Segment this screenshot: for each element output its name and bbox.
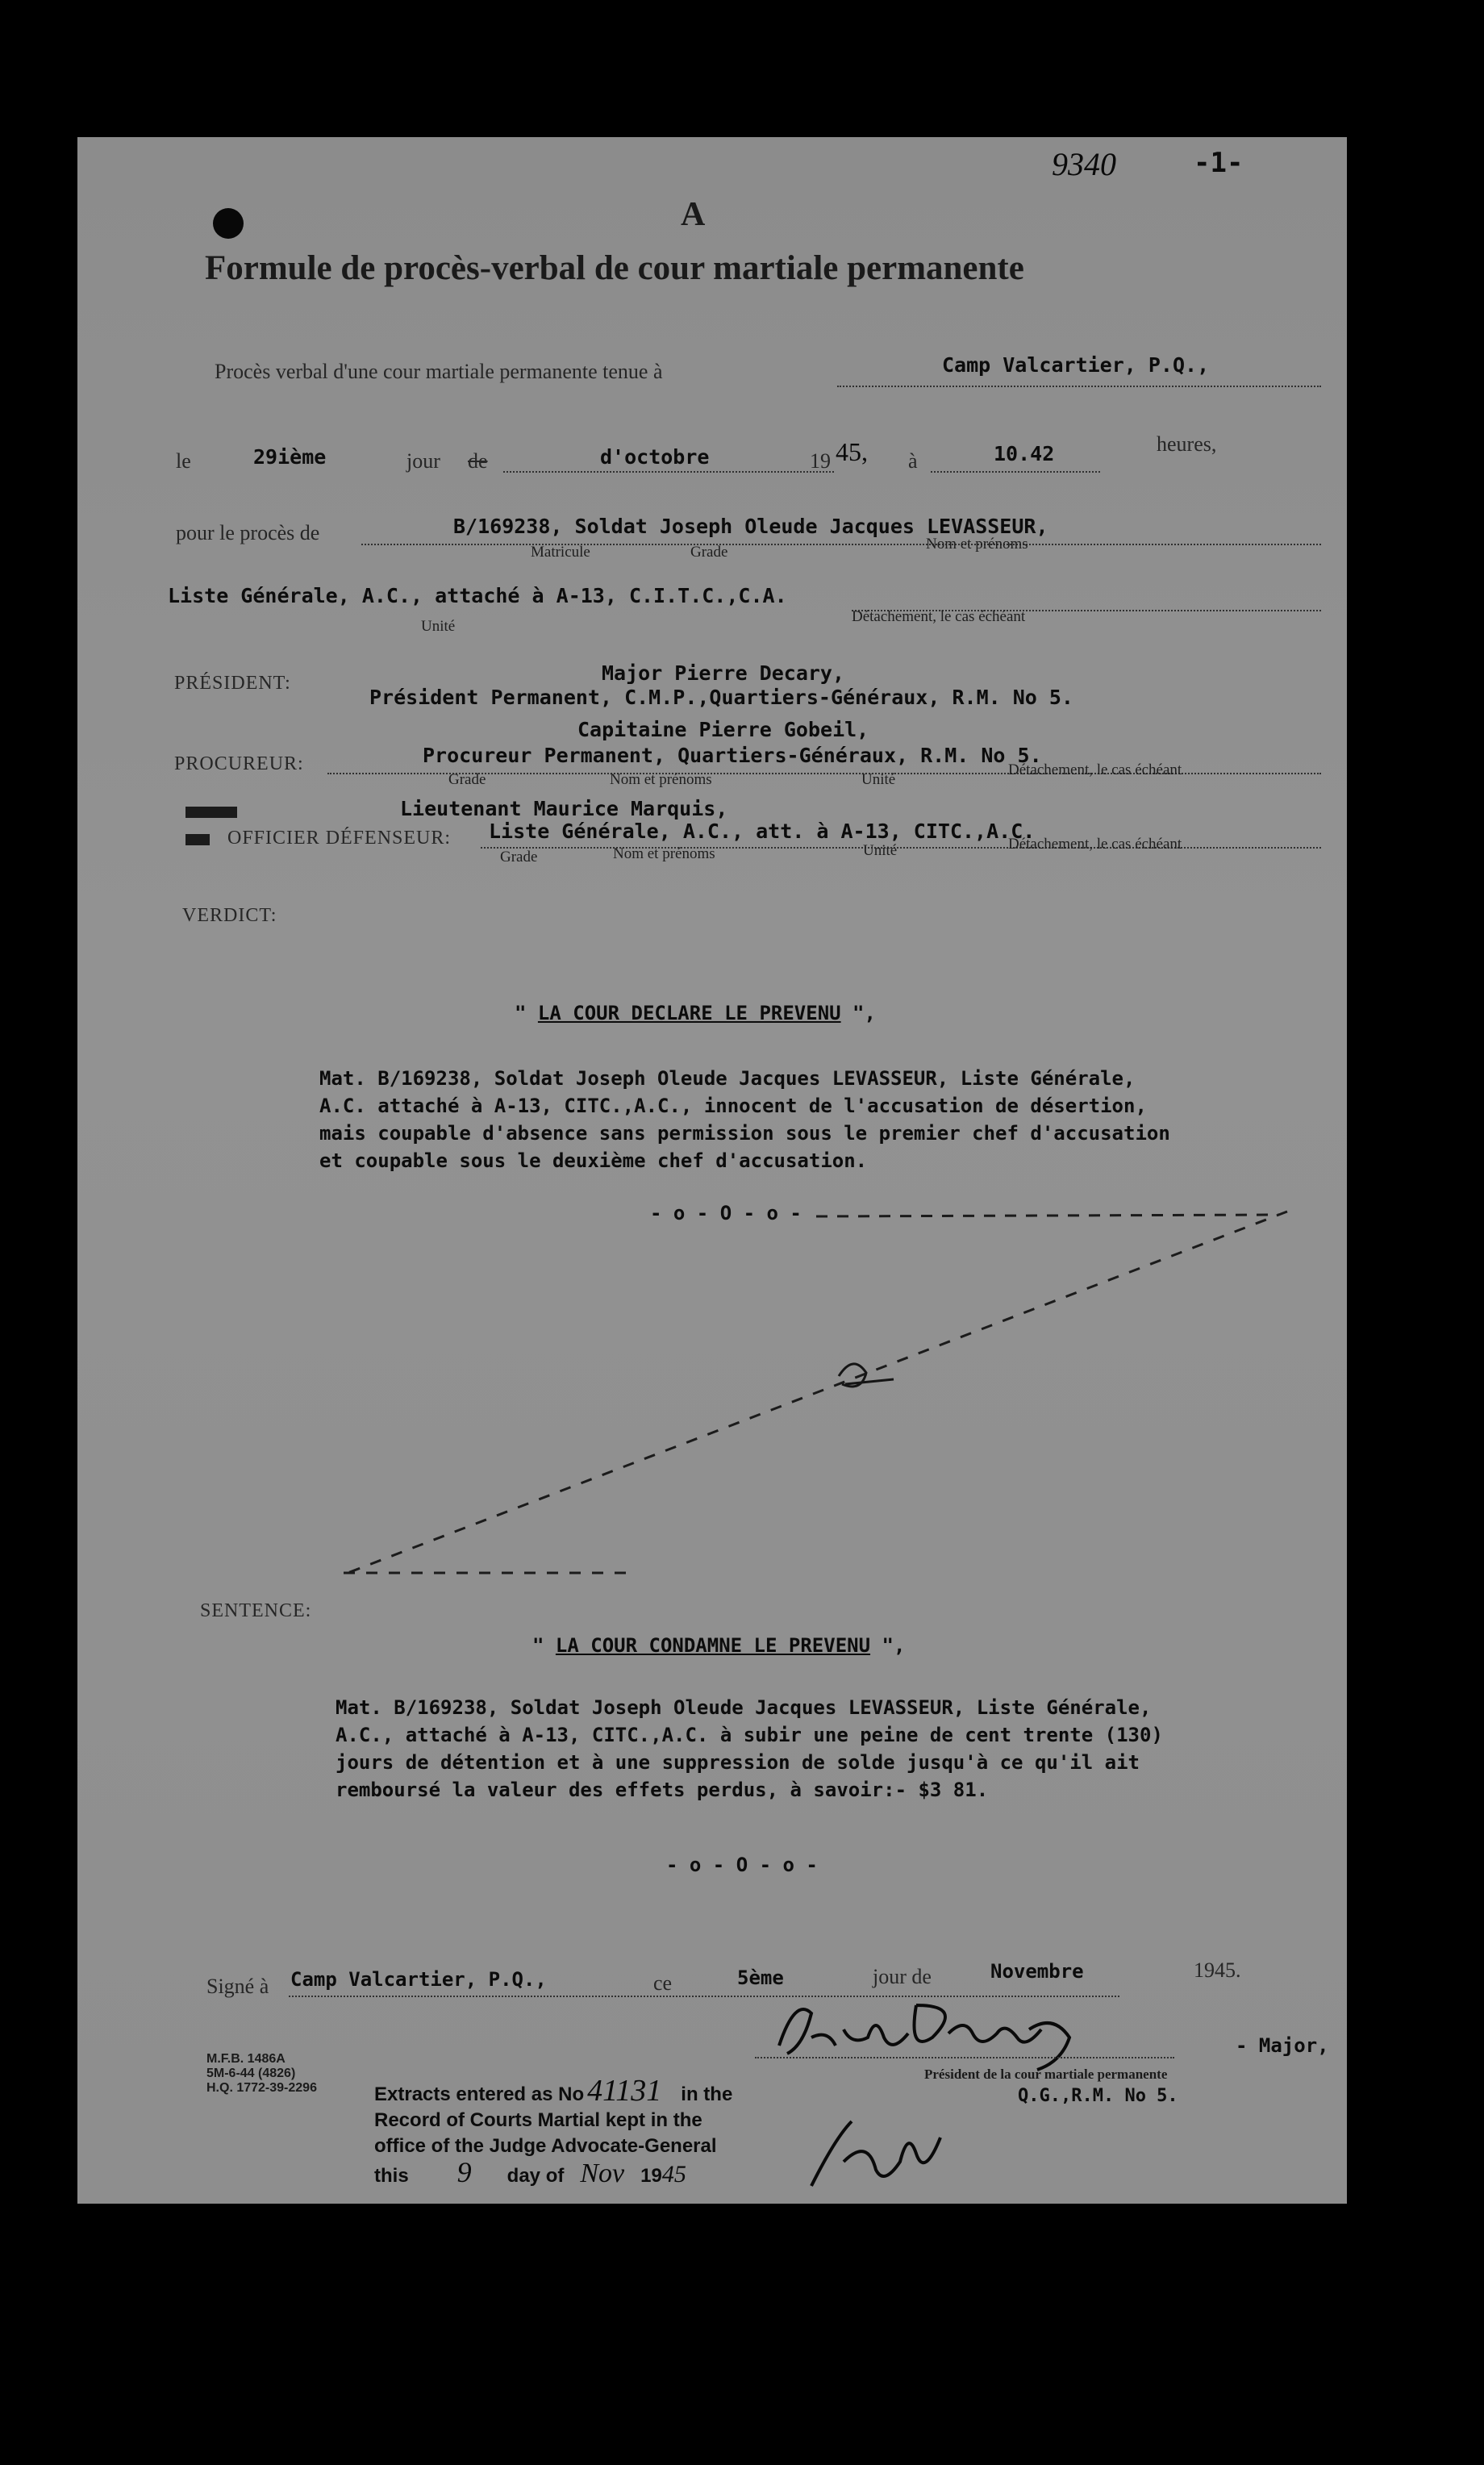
handwritten-ref: 9340 <box>1052 146 1116 182</box>
form-title: Formule de procès-verbal de cour martiale permanente <box>205 249 1024 287</box>
procureur-label-unite: Unité <box>861 771 896 788</box>
signature-month: Novembre <box>990 1960 1084 1983</box>
verdict-label: VERDICT: <box>182 905 277 926</box>
sentence-separator: - o - O - o - <box>666 1854 818 1876</box>
signature-day: 5ème <box>737 1967 784 1989</box>
stamp-in-the: in the <box>681 2083 733 2105</box>
label-grade: Grade <box>690 544 728 561</box>
verdict-line-1: Mat. B/169238, Soldat Joseph Oleude Jacques LEVASSEUR, Liste Générale, <box>319 1067 1136 1090</box>
sentence-text <box>336 1694 1163 1804</box>
verdict-heading-text: LA COUR DECLARE LE PREVENU <box>537 1002 841 1024</box>
stamp-line-1: Extracts entered as No <box>374 2083 585 2105</box>
verdict-line-4: et coupable sous le deuxième chef d'accusation. <box>319 1149 868 1172</box>
label-matricule: Matricule <box>531 544 590 561</box>
sentence-heading: " LA COUR CONDAMNE LE PREVENU ", <box>532 1634 906 1657</box>
procureur-label: PROCUREUR: <box>174 753 304 774</box>
jour-label: jour <box>406 449 440 473</box>
president-name: Major Pierre Decary, <box>602 661 845 685</box>
sentence-line-2: A.C., attaché à A-13, CITC.,A.C. à subir une peine de cent trente (130) <box>336 1724 1163 1746</box>
document-page <box>77 137 1347 2204</box>
sentence-heading-text: LA COUR CONDAMNE LE PREVENU <box>555 1634 871 1657</box>
intro-prefix: Procès verbal d'une cour martiale permanente tenue à <box>215 360 663 383</box>
stamp-day: 9 <box>456 2156 472 2188</box>
label-detachement: Détachement, le cas échéant <box>852 608 1026 625</box>
stamp-year-prefix: 19 <box>640 2165 662 2187</box>
accused-unit: Liste Générale, A.C., attaché à A-13, C.I.T.C.,C.A. <box>168 584 787 607</box>
year-value: 45, <box>836 437 868 466</box>
place-value: Camp Valcartier, P.Q., <box>942 353 1210 377</box>
signature-rank: - Major, <box>1236 2034 1329 2057</box>
stamp-line-3: office of the Judge Advocate-General <box>374 2135 717 2157</box>
signe-a-label: Signé à <box>206 1975 269 1998</box>
day-value: 29ième <box>253 445 327 469</box>
form-code-line-1: M.F.B. 1486A <box>206 2052 286 2066</box>
stamp-year: 45 <box>661 2161 686 2188</box>
defenseur-label-detachement: Détachement, le cas échéant <box>1008 836 1182 853</box>
stamp-number: 41131 <box>587 2074 662 2108</box>
verdict-separator: - o - O - o - <box>650 1202 802 1224</box>
form-code <box>206 2052 317 2096</box>
procureur-label-nom: Nom et prénoms <box>610 771 712 788</box>
heures-label: heures, <box>1157 432 1217 456</box>
proces-de-label: pour le procès de <box>176 521 320 544</box>
sentence-line-1: Mat. B/169238, Soldat Joseph Oleude Jacques LEVASSEUR, Liste Générale, <box>336 1696 1152 1719</box>
defenseur-label: OFFICIER DÉFENSEUR: <box>227 828 452 849</box>
jour-de-label: jour de <box>873 1965 932 1988</box>
de-label: de <box>468 449 488 473</box>
section-letter: A <box>681 196 706 233</box>
sentence-line-4: remboursé la valeur des effets perdus, à savoir:- $3 81. <box>336 1779 989 1801</box>
form-code-line-3: H.Q. 1772-39-2296 <box>206 2081 317 2095</box>
procureur-label-detachement: Détachement, le cas échéant <box>1008 761 1182 778</box>
clerk-initials <box>803 2105 965 2202</box>
defenseur-label-grade: Grade <box>500 849 538 865</box>
president-signature <box>763 1989 1102 2078</box>
label-nom: Nom et prénoms <box>926 536 1028 553</box>
procureur-title: Procureur Permanent, Quartiers-Généraux, R.M. No 5. <box>423 744 1042 767</box>
ce-label: ce <box>653 1971 673 1995</box>
le-label: le <box>176 449 191 473</box>
label-unite: Unité <box>421 618 456 635</box>
president-label: PRÉSIDENT: <box>174 673 291 694</box>
sentence-label: SENTENCE: <box>200 1600 312 1621</box>
stamp-this: this <box>374 2165 409 2187</box>
month-value: d'octobre <box>600 445 710 469</box>
signature-title: Président de la cour martiale permanente <box>924 2067 1168 2082</box>
stamp-line-2: Record of Courts Martial kept in the <box>374 2109 702 2131</box>
defenseur-name: Lieutenant Maurice Marquis, <box>400 797 728 820</box>
cancellation-lines <box>77 137 1347 2204</box>
procureur-name: Capitaine Pierre Gobeil, <box>577 718 869 741</box>
year-prefix: 19 <box>810 449 831 473</box>
sentence-line-3: jours de détention et à une suppression de solde jusqu'à ce qu'il ait <box>336 1751 1140 1774</box>
stamp-day-of: day of <box>506 2165 565 2187</box>
procureur-label-grade: Grade <box>448 771 486 788</box>
signature-place: Camp Valcartier, P.Q., <box>290 1968 547 1991</box>
verdict-line-3: mais coupable d'absence sans permission sous le premier chef d'accusation <box>319 1122 1170 1145</box>
president-title: Président Permanent, C.M.P.,Quartiers-Généraux, R.M. No 5. <box>369 686 1073 709</box>
defenseur-label-unite: Unité <box>863 842 898 859</box>
signature-underline <box>755 2052 1174 2058</box>
hour-value: 10.42 <box>994 442 1055 465</box>
signature-unit: Q.G.,R.M. No 5. <box>1018 2086 1178 2106</box>
record-stamp <box>374 2074 733 2189</box>
form-code-line-2: 5M-6-44 (4826) <box>206 2067 296 2080</box>
page-number: -1- <box>1194 147 1244 179</box>
stamp-month: Nov <box>580 2158 625 2188</box>
verdict-heading: " LA COUR DECLARE LE PREVENU ", <box>515 1002 876 1024</box>
verdict-line-2: A.C. attaché à A-13, CITC.,A.C., innocent de l'accusation de désertion, <box>319 1095 1147 1117</box>
a-label: à <box>908 449 918 473</box>
signature-year: 1945. <box>1194 1958 1241 1982</box>
defenseur-unit: Liste Générale, A.C., att. à A-13, CITC.,A.C. <box>489 820 1036 843</box>
defenseur-label-nom: Nom et prénoms <box>613 845 715 862</box>
accused-name: B/169238, Soldat Joseph Oleude Jacques LEVASSEUR, <box>453 515 1048 538</box>
